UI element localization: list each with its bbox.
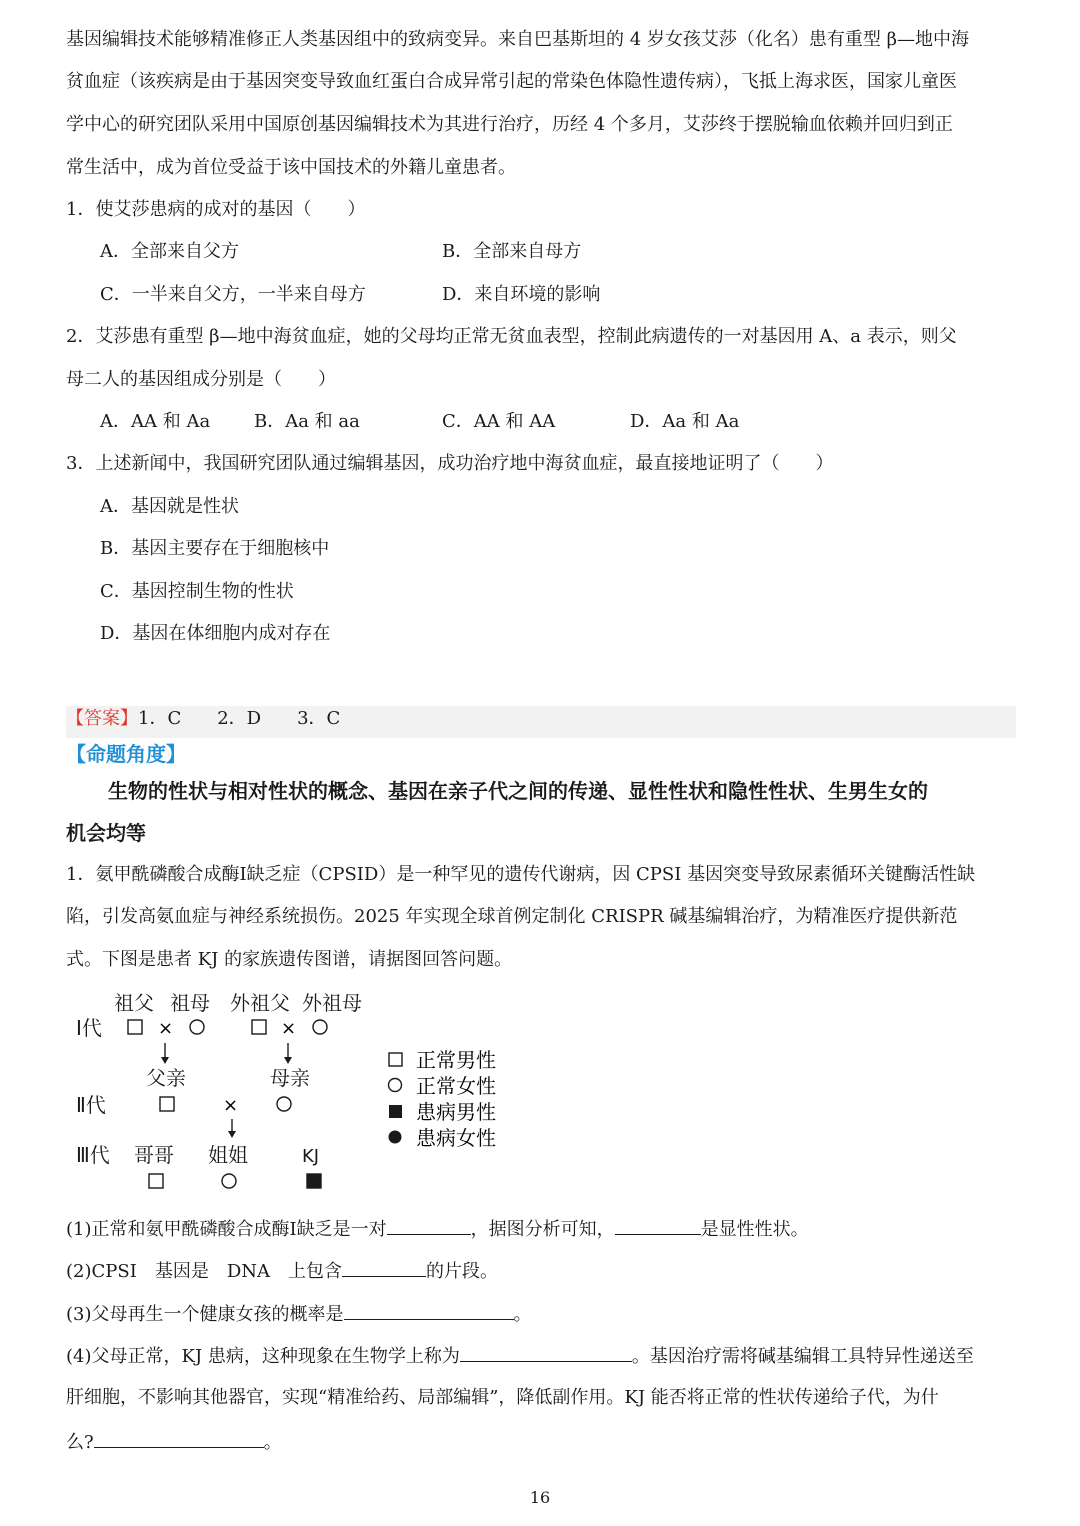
mother-symbol — [277, 1097, 291, 1111]
q3-option-b[interactable]: B．基因主要存在于细胞核中 — [100, 538, 330, 559]
subq-4-line-3 — [66, 1429, 282, 1455]
angle-tag: 【命题角度】 — [66, 742, 186, 766]
subq-1-blank-2[interactable] — [615, 1216, 701, 1235]
subq-1-text-b: ，据图分析可知， — [470, 1219, 615, 1240]
p1-line-3: 式。下图是患者 KJ 的家族遗传图谱，请据图回答问题。 — [66, 949, 513, 970]
maternal-grandpa-symbol — [252, 1020, 266, 1034]
grandma-symbol — [190, 1020, 204, 1034]
grandma-label: 祖母 — [170, 991, 210, 1015]
angle-title-line-1: 生物的性状与相对性状的概念、基因在亲子代之间的传递、显性性状和隐性性状、生男生女的 — [108, 779, 928, 803]
gen1-label: Ⅰ代 — [76, 1016, 102, 1040]
answer-text: 1．C 2．D 3．C — [138, 708, 341, 729]
maternal-grandpa-label: 外祖父 — [230, 991, 290, 1015]
legend-affected-male-icon — [389, 1105, 402, 1118]
subq-2-text-b: 的片段。 — [426, 1261, 499, 1282]
maternal-grandma-symbol — [313, 1020, 327, 1034]
subq-4-line-2: 肝细胞，不影响其他器官，实现“精准给药、局部编辑”，降低副作用。KJ 能否将正常的性状传递给子代，为什 — [66, 1387, 939, 1408]
q1-option-d[interactable]: D．来自环境的影响 — [442, 284, 601, 305]
arrow-to-father — [161, 1043, 169, 1064]
pedigree-legend — [389, 1048, 497, 1150]
subq-1-blank-1[interactable] — [387, 1216, 471, 1235]
grandpa-symbol — [128, 1020, 142, 1034]
gen2-label: Ⅱ代 — [76, 1093, 106, 1117]
grandpa-label: 祖父 — [114, 991, 154, 1015]
patient-symbol — [307, 1174, 321, 1188]
q1-option-a[interactable]: A．全部来自父方 — [100, 241, 239, 262]
cross-gen1-paternal: × — [158, 1018, 174, 1039]
p1-line-2: 陷，引发高氨血症与神经系统损伤。2025 年实现全球首例定制化 CRISPR 碱基编辑治疗，为精准医疗提供新范 — [66, 906, 958, 927]
legend-normal-female-label: 正常女性 — [416, 1074, 496, 1098]
subq-3-blank[interactable] — [344, 1301, 514, 1320]
q1-stem: 1．使艾莎患病的成对的基因（ ） — [66, 199, 366, 220]
subq-4-text-a: (4)父母正常，KJ 患病，这种现象在生物学上称为 — [66, 1346, 460, 1367]
sister-symbol — [222, 1174, 236, 1188]
subq-2 — [66, 1258, 498, 1284]
subq-3 — [66, 1301, 532, 1327]
subq-3-text-a: (3)父母再生一个健康女孩的概率是 — [66, 1304, 344, 1325]
arrow-to-children — [228, 1119, 236, 1138]
angle-title-line-2: 机会均等 — [66, 821, 146, 845]
answer-line — [66, 707, 340, 731]
subq-4-blank-1[interactable] — [460, 1343, 632, 1362]
answer-tag: 【答案】 — [66, 708, 138, 729]
legend-normal-male-icon — [389, 1053, 402, 1066]
q3-option-c[interactable]: C．基因控制生物的性状 — [100, 581, 294, 602]
q2-option-b[interactable]: B．Aa 和 aa — [254, 411, 360, 432]
cross-gen1-maternal: × — [281, 1018, 297, 1039]
intro-line-4: 常生活中，成为首位受益于该中国技术的外籍儿童患者。 — [66, 157, 516, 178]
subq-4-text-d: 么? — [66, 1432, 94, 1453]
p1-line-1: 1．氨甲酰磷酸合成酶Ⅰ缺乏症（CPSID）是一种罕见的遗传代谢病，因 CPSI 基因突变导致尿素循环关键酶活性缺 — [66, 864, 976, 885]
mother-label: 母亲 — [270, 1066, 310, 1090]
cross-gen2: × — [223, 1095, 239, 1116]
father-label: 父亲 — [146, 1066, 186, 1090]
subq-4-blank-2[interactable] — [94, 1429, 264, 1448]
sister-label: 姐姐 — [208, 1143, 248, 1167]
legend-affected-female-icon — [389, 1131, 402, 1144]
q2-option-a[interactable]: A．AA 和 Aa — [100, 411, 211, 432]
brother-symbol — [149, 1174, 163, 1188]
subq-4-line-1 — [66, 1343, 974, 1369]
patient-label: KJ — [302, 1146, 320, 1167]
q2-option-d[interactable]: D．Aa 和 Aa — [630, 411, 740, 432]
intro-line-2: 贫血症（该疾病是由于基因突变导致血红蛋白合成异常引起的常染色体隐性遗传病），飞抵上海求医，国家儿童医 — [66, 71, 957, 92]
q2-stem-line-1: 2．艾莎患有重型 β—地中海贫血症，她的父母均正常无贫血表型，控制此病遗传的一对基因用 A、a 表示，则父 — [66, 326, 957, 347]
subq-4-text-e: 。 — [263, 1432, 282, 1453]
intro-line-3: 学中心的研究团队采用中国原创基因编辑技术为其进行治疗，历经 4 个多月，艾莎终于摆脱输血依赖并回归到正 — [66, 114, 953, 135]
q3-option-d[interactable]: D．基因在体细胞内成对存在 — [100, 623, 331, 644]
gen3-label: Ⅲ代 — [76, 1143, 110, 1167]
legend-normal-female-icon — [389, 1079, 402, 1092]
subq-4-text-b: 。基因治疗需将碱基编辑工具特异性递送至 — [631, 1346, 974, 1367]
legend-normal-male-label: 正常男性 — [416, 1048, 496, 1072]
subq-2-blank[interactable] — [342, 1258, 426, 1277]
subq-1-text-a: (1)正常和氨甲酰磷酸合成酶Ⅰ缺乏是一对 — [66, 1219, 387, 1240]
subq-1 — [66, 1216, 809, 1242]
page-number: 16 — [529, 1488, 551, 1507]
q2-stem-line-2: 母二人的基因组成分别是（ ） — [66, 369, 336, 390]
brother-label: 哥哥 — [134, 1143, 174, 1167]
pedigree-diagram — [66, 985, 526, 1200]
q1-option-b[interactable]: B．全部来自母方 — [442, 241, 582, 262]
legend-affected-female-label: 患病女性 — [416, 1126, 496, 1150]
q2-option-c[interactable]: C．AA 和 AA — [442, 411, 556, 432]
subq-2-text-a: (2)CPSI 基因是 DNA 上包含 — [66, 1261, 343, 1282]
q3-stem: 3．上述新闻中，我国研究团队通过编辑基因，成功治疗地中海贫血症，最直接地证明了（ ） — [66, 453, 834, 474]
father-symbol — [160, 1097, 174, 1111]
q3-option-a[interactable]: A．基因就是性状 — [100, 496, 239, 517]
subq-1-text-c: 是显性性状。 — [700, 1219, 809, 1240]
arrow-to-mother — [284, 1043, 292, 1064]
q1-option-c[interactable]: C．一半来自父方，一半来自母方 — [100, 284, 366, 305]
intro-line-1: 基因编辑技术能够精准修正人类基因组中的致病变异。来自巴基斯坦的 4 岁女孩艾莎（化名）患有重型 β—地中海 — [66, 29, 970, 50]
maternal-grandma-label: 外祖母 — [302, 991, 362, 1015]
legend-affected-male-label: 患病男性 — [416, 1100, 496, 1124]
subq-3-text-b: 。 — [513, 1304, 532, 1325]
